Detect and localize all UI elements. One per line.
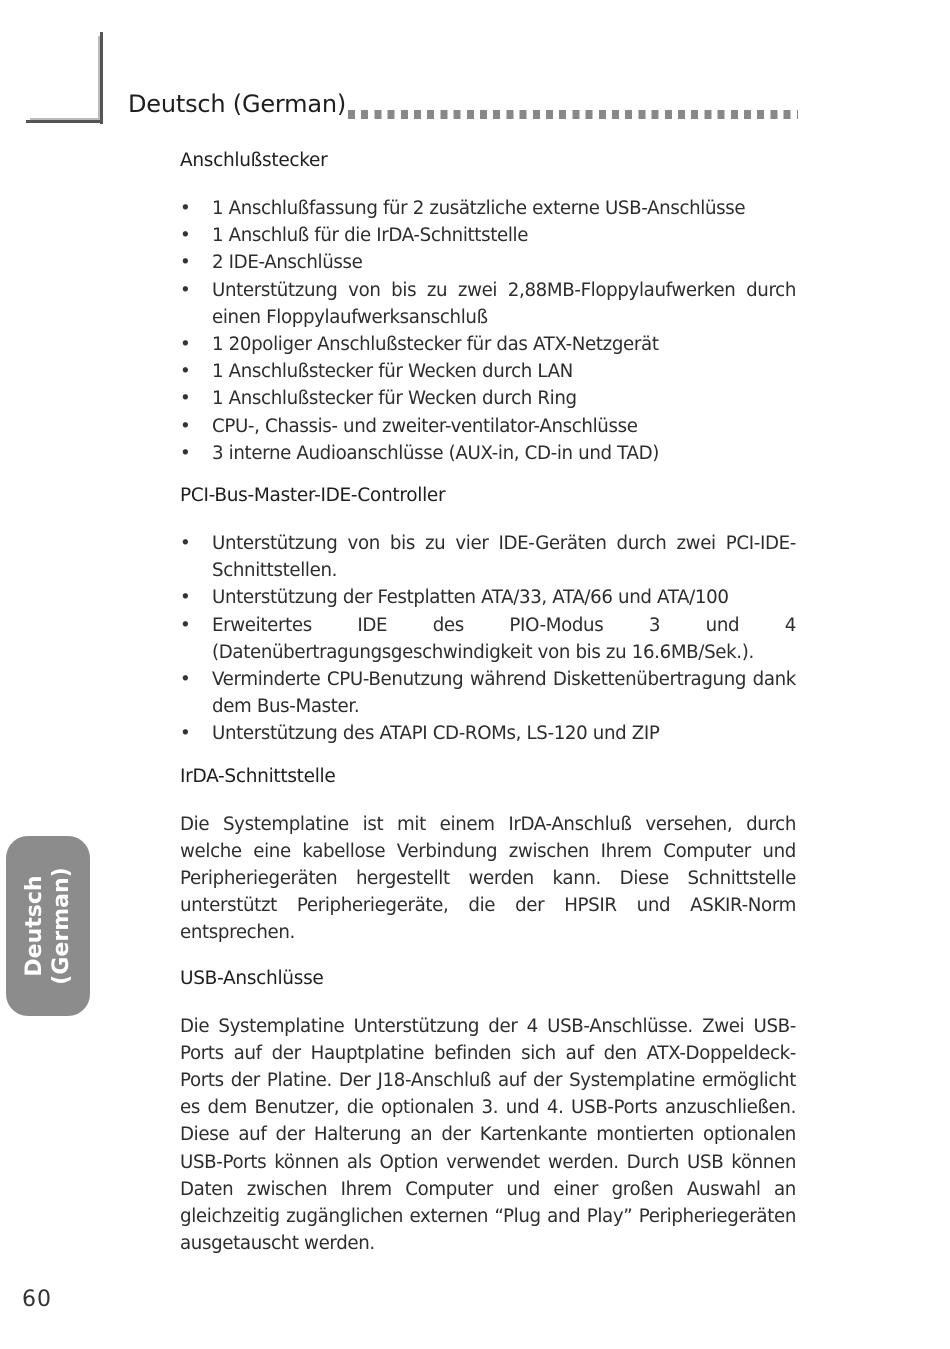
language-side-tab-label xyxy=(21,867,75,984)
side-tab-line-2: (German) xyxy=(49,867,74,985)
section-heading-connectors: Anschlußstecker xyxy=(180,150,328,171)
usb-paragraph: Die Systemplatine Unterstützung der 4 USB-Anschlüsse. Zwei USB-Ports auf der Hauptplatine befinden sich auf den ATX-Doppeldeck-Ports der Platine. Der J18-Anschluß auf der Systemplatine ermöglicht es dem Benutzer, die optionalen 3. und 4. USB-Ports anzuschließen. Diese auf der Halterung an der Kartenkante montierten optionalen USB-Ports können als Option verwendet werden. Durch USB können Daten zwischen Ihrem Computer und einer großen Auswahl an gleichzeitig zugänglichen externen “Plug and Play” Peripheriegeräten ausgetauscht werden. xyxy=(180,1015,796,1255)
section-heading-usb: USB-Anschlüsse xyxy=(180,967,324,989)
section-heading-ide: PCI-Bus-Master-IDE-Controller xyxy=(180,485,446,507)
page-number: 60 xyxy=(22,1287,52,1312)
side-tab-line-1: Deutsch xyxy=(22,875,47,977)
irda-paragraph: Die Systemplatine ist mit einem IrDA-Anschluß versehen, durch welche eine kabellose Verbindung zwischen Ihrem Computer und Peripheriegeräten hergestellt werden kann. Diese Schnittstelle unterstützt Peripheriegeräte, die der HPSIR und ASKIR-Norm entsprechen. xyxy=(180,813,796,944)
header-dotted-rule xyxy=(348,110,798,119)
list-item: • 1 Anschlußstecker für Wecken durch Ring xyxy=(180,385,796,412)
page-header-title: Deutsch (German) xyxy=(128,90,347,118)
list-item: • 1 20poliger Anschlußstecker für das ATX-Netzgerät xyxy=(180,331,796,358)
list-item: • 1 Anschluß für die IrDA-Schnittstelle xyxy=(180,222,796,249)
list-item: • Unterstützung des ATAPI CD-ROMs, LS-120 und ZIP xyxy=(180,720,796,747)
list-item: • CPU-, Chassis- und zweiter-ventilator-Anschlüsse xyxy=(180,413,796,440)
connectors-list xyxy=(180,195,796,467)
list-item: • Unterstützung von bis zu vier IDE-Geräten durch zwei PCI-IDE-Schnittstellen. xyxy=(180,530,796,584)
list-item: • Verminderte CPU-Benutzung während Diskettenübertragung dank dem Bus-Master. xyxy=(180,666,796,720)
list-item: • 3 interne Audioanschlüsse (AUX-in, CD-in und TAD) xyxy=(180,440,796,467)
corner-crop-mark xyxy=(26,32,104,124)
list-item: • 1 Anschlußstecker für Wecken durch LAN xyxy=(180,358,796,385)
list-item: • Erweitertes IDE des PIO-Modus 3 und 4 (Datenübertragungsgeschwindigkeit von bis zu 16.6MB/Sek.). xyxy=(180,612,796,666)
list-item: • Unterstützung der Festplatten ATA/33, ATA/66 und ATA/100 xyxy=(180,584,796,611)
list-item: • 1 Anschlußfassung für 2 zusätzliche externe USB-Anschlüsse xyxy=(180,195,796,222)
list-item: • 2 IDE-Anschlüsse xyxy=(180,249,796,276)
list-item: • Unterstützung von bis zu zwei 2,88MB-Floppylaufwerken durch einen Floppylaufwerksanschluß xyxy=(180,277,796,331)
section-heading-irda: IrDA-Schnittstelle xyxy=(180,765,336,787)
ide-list xyxy=(180,530,796,748)
page-content xyxy=(180,150,796,1279)
